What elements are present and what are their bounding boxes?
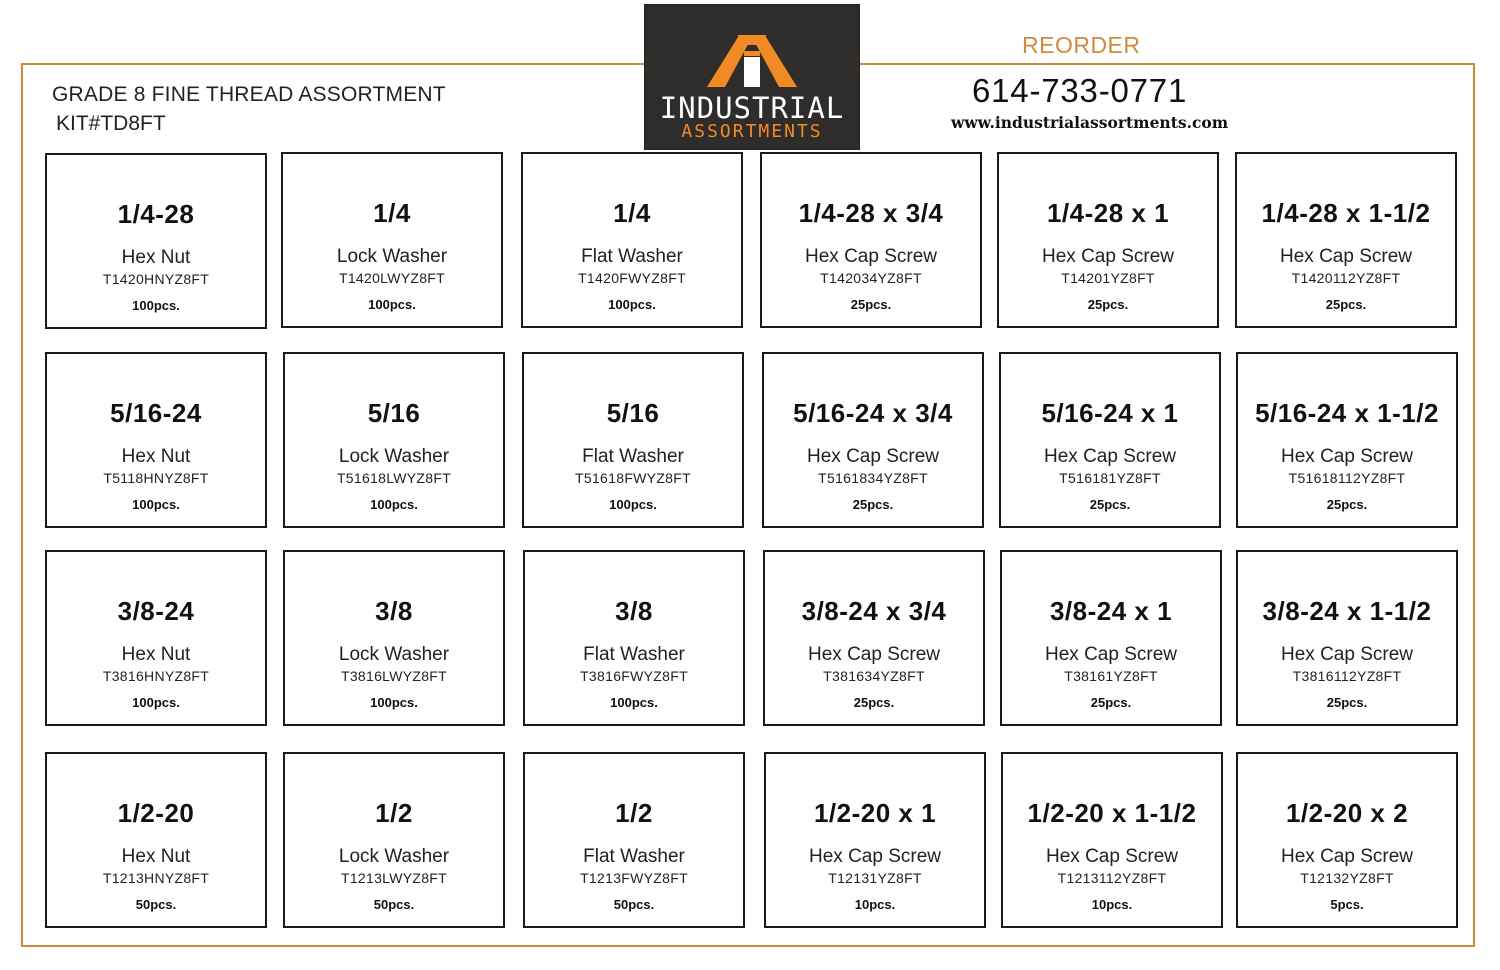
part-number: T516181YZ8FT <box>1059 470 1161 486</box>
part-number: T1213HNYZ8FT <box>102 870 210 886</box>
part-card <box>523 752 745 928</box>
part-number: T1420LWYZ8FT <box>338 270 446 286</box>
part-number: T1213LWYZ8FT <box>340 870 448 886</box>
part-size: 5/16-24 <box>110 398 202 428</box>
part-card <box>521 152 743 328</box>
part-number: T1420HNYZ8FT <box>102 271 210 287</box>
part-number: T51618FWYZ8FT <box>575 470 691 486</box>
part-card <box>283 352 505 528</box>
part-card <box>1001 752 1223 928</box>
part-size: 5/16-24 x 1 <box>1041 398 1179 428</box>
part-size: 1/4-28 x 1 <box>1046 198 1170 228</box>
part-type: Hex Cap Screw <box>807 446 939 467</box>
part-card <box>997 152 1219 328</box>
part-size: 1/4 <box>373 198 411 228</box>
part-type: Hex Cap Screw <box>805 246 937 267</box>
reorder-label: REORDER <box>1022 32 1141 58</box>
part-quantity: 25pcs. <box>1087 297 1129 312</box>
part-type: Flat Washer <box>582 446 684 467</box>
part-card <box>1236 550 1458 726</box>
part-number: T3816LWYZ8FT <box>340 668 448 684</box>
part-size: 1/2-20 x 2 <box>1285 798 1409 828</box>
part-size: 5/16-24 x 1-1/2 <box>1255 398 1439 428</box>
part-card <box>764 752 986 928</box>
part-quantity: 10pcs. <box>854 897 896 912</box>
part-card <box>522 352 744 528</box>
part-number: T1420112YZ8FT <box>1291 270 1401 286</box>
part-number: T3816112YZ8FT <box>1292 668 1402 684</box>
part-number: T142034YZ8FT <box>820 270 922 286</box>
part-number: T381634YZ8FT <box>823 668 925 684</box>
part-number: T12132YZ8FT <box>1300 870 1394 886</box>
part-quantity: 100pcs. <box>368 297 416 312</box>
part-type: Hex Cap Screw <box>1281 446 1413 467</box>
industrial-assortments-logo <box>645 5 859 149</box>
part-size: 1/2-20 x 1-1/2 <box>1027 798 1197 828</box>
part-size: 3/8-24 x 3/4 <box>801 596 947 626</box>
logo-wordmark-top: INDUSTRIAL <box>659 91 845 125</box>
part-quantity: 25pcs. <box>1326 695 1368 710</box>
part-type: Hex Nut <box>121 446 191 467</box>
part-type: Lock Washer <box>338 846 450 867</box>
part-size: 1/4 <box>613 198 651 228</box>
part-quantity: 25pcs. <box>853 695 895 710</box>
part-card <box>1235 152 1457 328</box>
part-quantity: 25pcs. <box>1326 497 1368 512</box>
part-number: T5118HNYZ8FT <box>103 470 209 486</box>
part-card <box>760 152 982 328</box>
part-size: 1/4-28 x 1-1/2 <box>1261 198 1431 228</box>
part-size: 3/8 <box>615 596 653 626</box>
part-quantity: 25pcs. <box>850 297 892 312</box>
part-card <box>999 352 1221 528</box>
part-quantity: 25pcs. <box>1325 297 1367 312</box>
part-type: Lock Washer <box>338 446 450 467</box>
part-size: 3/8 <box>375 596 413 626</box>
part-number: T51618LWYZ8FT <box>336 470 452 486</box>
part-type: Flat Washer <box>583 644 685 665</box>
part-size: 1/2 <box>375 798 413 828</box>
part-quantity: 5pcs. <box>1330 897 1364 912</box>
part-number: T51618112YZ8FT <box>1288 470 1406 486</box>
part-quantity: 25pcs. <box>1090 695 1132 710</box>
part-type: Hex Cap Screw <box>1046 846 1178 867</box>
part-quantity: 100pcs. <box>132 695 180 710</box>
part-size: 5/16 <box>367 398 421 428</box>
part-card <box>763 550 985 726</box>
part-type: Flat Washer <box>583 846 685 867</box>
part-quantity: 100pcs. <box>609 497 657 512</box>
part-quantity: 50pcs. <box>613 897 655 912</box>
part-card <box>1236 752 1458 928</box>
part-number: T38161YZ8FT <box>1064 668 1158 684</box>
part-card <box>283 550 505 726</box>
part-size: 1/2 <box>615 798 653 828</box>
part-type: Hex Cap Screw <box>809 846 941 867</box>
part-type: Lock Washer <box>338 644 450 665</box>
part-type: Hex Nut <box>121 846 191 867</box>
part-card <box>1236 352 1458 528</box>
part-quantity: 50pcs. <box>373 897 415 912</box>
part-card <box>283 752 505 928</box>
part-quantity: 100pcs. <box>132 298 180 313</box>
part-size: 3/8-24 <box>117 596 195 626</box>
part-size: 1/2-20 x 1 <box>813 798 937 828</box>
part-quantity: 10pcs. <box>1091 897 1133 912</box>
part-card <box>762 352 984 528</box>
part-card <box>45 153 267 329</box>
part-quantity: 25pcs. <box>1089 497 1131 512</box>
part-quantity: 25pcs. <box>852 497 894 512</box>
part-type: Hex Cap Screw <box>808 644 940 665</box>
kit-number: KIT#TD8FT <box>56 112 166 135</box>
part-size: 1/4-28 x 3/4 <box>798 198 944 228</box>
part-card <box>1000 550 1222 726</box>
part-card <box>45 550 267 726</box>
part-type: Hex Cap Screw <box>1280 246 1412 267</box>
kit-title: GRADE 8 FINE THREAD ASSORTMENT <box>52 83 446 106</box>
part-number: T1213FWYZ8FT <box>580 870 688 886</box>
part-card <box>45 752 267 928</box>
part-number: T1213112YZ8FT <box>1057 870 1167 886</box>
part-quantity: 100pcs. <box>132 497 180 512</box>
part-size: 3/8-24 x 1-1/2 <box>1262 596 1432 626</box>
reorder-phone: 614-733-0771 <box>972 72 1188 109</box>
part-type: Hex Cap Screw <box>1045 644 1177 665</box>
part-number: T1420FWYZ8FT <box>578 270 686 286</box>
part-card <box>45 352 267 528</box>
part-size: 1/4-28 <box>117 199 195 229</box>
part-number: T12131YZ8FT <box>828 870 922 886</box>
part-card <box>523 550 745 726</box>
part-quantity: 100pcs. <box>370 497 418 512</box>
part-card <box>281 152 503 328</box>
part-type: Hex Cap Screw <box>1281 644 1413 665</box>
part-type: Hex Nut <box>121 247 191 268</box>
part-type: Flat Washer <box>581 246 683 267</box>
part-size: 5/16-24 x 3/4 <box>793 398 953 428</box>
logo-wordmark-bottom: ASSORTMENTS <box>681 121 823 142</box>
part-number: T5161834YZ8FT <box>818 470 928 486</box>
part-quantity: 100pcs. <box>610 695 658 710</box>
part-size: 3/8-24 x 1 <box>1049 596 1173 626</box>
part-number: T3816FWYZ8FT <box>580 668 688 684</box>
website-link[interactable]: www.industrialassortments.com <box>951 113 1229 132</box>
part-type: Hex Cap Screw <box>1281 846 1413 867</box>
part-number: T3816HNYZ8FT <box>102 668 210 684</box>
part-type: Hex Cap Screw <box>1044 446 1176 467</box>
part-quantity: 50pcs. <box>135 897 177 912</box>
part-type: Hex Cap Screw <box>1042 246 1174 267</box>
part-number: T14201YZ8FT <box>1061 270 1155 286</box>
part-size: 1/2-20 <box>117 798 195 828</box>
part-size: 5/16 <box>606 398 660 428</box>
part-quantity: 100pcs. <box>608 297 656 312</box>
part-type: Lock Washer <box>336 246 448 267</box>
part-type: Hex Nut <box>121 644 191 665</box>
part-quantity: 100pcs. <box>370 695 418 710</box>
